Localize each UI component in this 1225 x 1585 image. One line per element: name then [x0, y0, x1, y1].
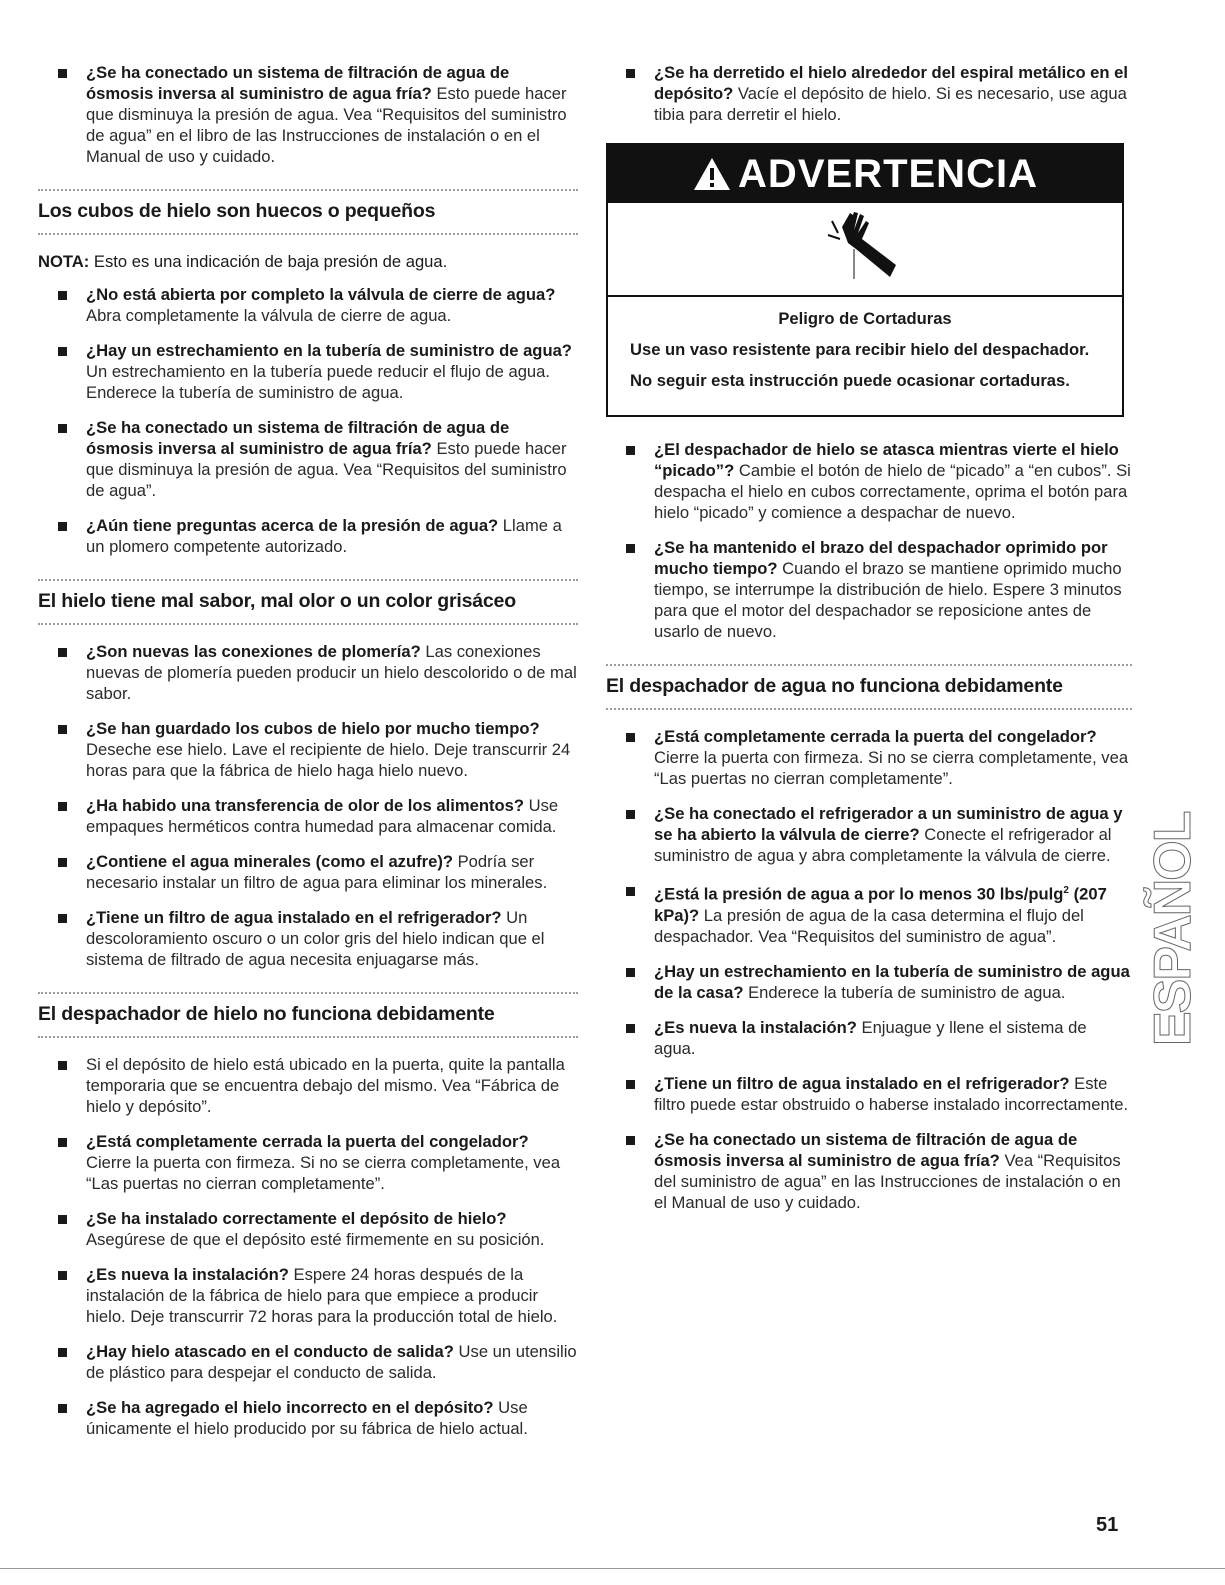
- hand-cut-icon: [820, 209, 910, 289]
- section-title: El despachador de hielo no funciona debidamente: [38, 1003, 495, 1025]
- list-item: [38, 907, 578, 970]
- section-title: El despachador de agua no funciona debidamente: [606, 675, 1063, 697]
- item-question: ¿No está abierta por completo la válvula de cierre de agua?: [86, 285, 556, 304]
- item-text: Deseche ese hielo. Lave el recipiente de hielo. Deje transcurrir 24 horas para que la fábrica de hielo haga hielo nuevo.: [86, 740, 571, 780]
- list-item: [38, 62, 578, 167]
- item-text: Asegúrese de que el depósito esté firmemente en su posición.: [86, 1230, 545, 1249]
- item-text: Podría ser necesario instalar un filtro de agua para eliminar los minerales.: [86, 852, 548, 892]
- left-column: [38, 62, 578, 1453]
- list-item: [606, 880, 1132, 947]
- item-question: ¿Tiene un filtro de agua instalado en el refrigerador?: [654, 1073, 1070, 1093]
- list-item: [38, 718, 578, 781]
- list-item: [606, 62, 1132, 125]
- item-text: Llame a un plomero competente autorizado.: [86, 516, 562, 556]
- list-item: [38, 1208, 578, 1250]
- item-question: ¿Aún tiene preguntas acerca de la presión de agua?: [86, 516, 499, 535]
- item-question: ¿Se ha conectado un sistema de filtración de agua de ósmosis inversa al suministro de agua fría?: [86, 63, 510, 103]
- section-title: Los cubos de hielo son huecos o pequeños: [38, 200, 436, 222]
- item-question: ¿Tiene un filtro de agua instalado en el refrigerador?: [86, 908, 502, 927]
- list-item: [38, 340, 578, 403]
- item-text: Un estrechamiento en la tubería puede reducir el flujo de agua. Enderece la tubería de suministro de agua.: [86, 362, 551, 402]
- list-item: [38, 641, 578, 704]
- item-question: ¿Se han guardado los cubos de hielo por mucho tiempo?: [86, 719, 540, 738]
- item-question: ¿Se ha mantenido el brazo del despachador oprimido por mucho tiempo?: [654, 538, 1108, 578]
- item-question: ¿Se ha agregado el hielo incorrecto en el depósito?: [86, 1398, 494, 1417]
- item-question: ¿Hay un estrechamiento en la tubería de suministro de agua?: [86, 341, 572, 360]
- list-item: [606, 1073, 1132, 1115]
- warning-text: Use un vaso resistente para recibir hielo del despachador.: [630, 340, 1090, 359]
- item-text: Espere 24 horas después de la instalación de la fábrica de hielo para que empiece a producir hielo. Deje transcurrir 72 horas para la producción total de hielo.: [86, 1265, 558, 1326]
- note-text: Esto es una indicación de baja presión de agua.: [89, 252, 448, 271]
- list-item: [606, 961, 1132, 1003]
- item-question: ¿Son nuevas las conexiones de plomería?: [86, 642, 421, 661]
- list-item: [38, 417, 578, 501]
- item-text: Use empaques herméticos contra humedad para almacenar comida.: [86, 796, 559, 836]
- list-item: [606, 1129, 1132, 1213]
- warning-banner-text: ADVERTENCIA: [738, 151, 1038, 196]
- item-question: ¿Se ha derretido el hielo alrededor del espiral metálico en el depósito?: [654, 63, 1128, 103]
- warning-triangle-icon: [692, 156, 732, 192]
- list-item: [38, 284, 578, 326]
- item-question: ¿Está la presión de agua a por lo menos 30 lbs/pulg: [654, 884, 1064, 904]
- list-item: [38, 795, 578, 837]
- list-item: [38, 851, 578, 893]
- item-text: Enderece la tubería de suministro de agua.: [743, 982, 1066, 1002]
- item-text: Conecte el refrigerador al suministro de agua y abra completamente la válvula de cierre.: [654, 825, 1112, 865]
- item-question: ¿Hay un estrechamiento en la tubería de suministro de agua de la casa?: [654, 961, 1130, 1002]
- list-item: [606, 537, 1132, 642]
- warning-banner: [608, 145, 1122, 203]
- list-item: [606, 439, 1132, 523]
- item-question: ¿Hay hielo atascado en el conducto de salida?: [86, 1342, 454, 1361]
- item-text: Este filtro puede estar obstruido o haberse instalado incorrectamente.: [654, 1073, 1129, 1114]
- warning-body: [608, 297, 1122, 415]
- list-item: [606, 803, 1132, 866]
- item-text: Un descoloramiento oscuro o un color gris del hielo indican que el sistema de filtrado de agua necesita enjuagarse más.: [86, 908, 545, 969]
- item-question: ¿Está completamente cerrada la puerta del congelador?: [86, 1132, 529, 1151]
- list-item: [38, 515, 578, 557]
- item-question: ¿Se ha instalado correctamente el depósito de hielo?: [86, 1209, 507, 1228]
- item-text: Cierre la puerta con firmeza. Si no se cierra completamente, vea “Las puertas no cierran completamente”.: [654, 748, 1129, 788]
- item-text: Cierre la puerta con firmeza. Si no se cierra completamente, vea “Las puertas no cierran completamente”.: [86, 1153, 561, 1193]
- item-text: Esto puede hacer que disminuya la presión de agua. Vea “Requisitos del suministro de agua”.: [86, 439, 567, 500]
- item-question: ¿Ha habido una transferencia de olor de los alimentos?: [86, 796, 524, 815]
- item-text: Use un utensilio de plástico para despejar el conducto de salida.: [86, 1342, 577, 1382]
- note-label: NOTA:: [38, 252, 90, 271]
- warning-title: Peligro de Cortaduras: [778, 309, 952, 328]
- section-heading: [606, 664, 1132, 710]
- item-question: ¿Es nueva la instalación?: [86, 1265, 289, 1284]
- warning-icon-area: [608, 203, 1122, 297]
- section-heading: [38, 579, 578, 625]
- section-heading: [38, 992, 578, 1038]
- section-title: El hielo tiene mal sabor, mal olor o un color grisáceo: [38, 590, 516, 612]
- item-question: ¿El despachador de hielo se atasca mientras vierte el hielo “picado”?: [654, 440, 1119, 480]
- section-heading: [38, 189, 578, 235]
- item-question: ¿Es nueva la instalación?: [654, 1017, 857, 1037]
- item-text: Las conexiones nuevas de plomería pueden producir un hielo descolorido o de mal sabor.: [86, 642, 577, 703]
- item-question: ¿Se ha conectado un sistema de filtración de agua de ósmosis inversa al suministro de agua fría?: [86, 418, 510, 458]
- page-number: 51: [1096, 1514, 1119, 1536]
- item-text: Si el depósito de hielo está ubicado en la puerta, quite la pantalla temporaria que se encuentra debajo del mismo. Vea “Fábrica de hielo y depósito”.: [86, 1055, 565, 1116]
- item-text: Enjuague y llene el sistema de agua.: [654, 1017, 1087, 1058]
- warning-box: [606, 143, 1124, 417]
- item-question: ¿Contiene el agua minerales (como el azufre)?: [86, 852, 453, 871]
- item-question: ¿Está completamente cerrada la puerta del congelador?: [654, 727, 1097, 746]
- list-item: [606, 726, 1132, 789]
- item-text: Cambie el botón de hielo de “picado” a “en cubos”. Si despacha el hielo en cubos correctamente, oprima el botón para hielo “picado” y comience a despachar de nuevo.: [654, 461, 1131, 522]
- item-text: Vacíe el depósito de hielo. Si es necesario, use agua tibia para derretir el hielo.: [654, 84, 1127, 124]
- item-question: (207 kPa)?: [654, 884, 1107, 925]
- item-question: ¿Se ha conectado un sistema de filtración de agua de ósmosis inversa al suministro de agua fría?: [654, 1129, 1078, 1170]
- superscript: 2: [1063, 885, 1069, 896]
- list-item: [38, 1341, 578, 1383]
- list-item: [606, 1017, 1132, 1059]
- right-column: [606, 62, 1132, 1227]
- item-text: Cuando el brazo se mantiene oprimido mucho tiempo, se interrumpe la distribución de hielo. Espere 3 minutos para que el motor del despachador se reposicione antes de usarlo de nuevo.: [654, 559, 1122, 641]
- item-text: La presión de agua de la casa determina el flujo del despachador. Vea “Requisitos del suministro de agua”.: [654, 905, 1084, 946]
- divider: [0, 1568, 1225, 1569]
- list-item: [38, 1054, 578, 1117]
- list-item: [38, 1131, 578, 1194]
- language-side-tab: ESPAÑOL: [1144, 812, 1202, 1046]
- item-text: Esto puede hacer que disminuya la presión de agua. Vea “Requisitos del suministro de agua” en el libro de las Instrucciones de instalación o en el Manual de uso y cuidado.: [86, 84, 567, 166]
- note: [38, 251, 578, 272]
- item-text: Abra completamente la válvula de cierre de agua.: [86, 306, 452, 325]
- warning-text: No seguir esta instrucción puede ocasionar cortaduras.: [630, 371, 1070, 390]
- list-item: [38, 1397, 578, 1439]
- list-item: [38, 1264, 578, 1327]
- item-question: ¿Se ha conectado el refrigerador a un suministro de agua y se ha abierto la válvula de cierre?: [654, 804, 1123, 844]
- item-text: Vea “Requisitos del suministro de agua” en las Instrucciones de instalación o en el Manual de uso y cuidado.: [654, 1150, 1121, 1212]
- item-text: Use únicamente el hielo producido por su fábrica de hielo actual.: [86, 1398, 528, 1438]
